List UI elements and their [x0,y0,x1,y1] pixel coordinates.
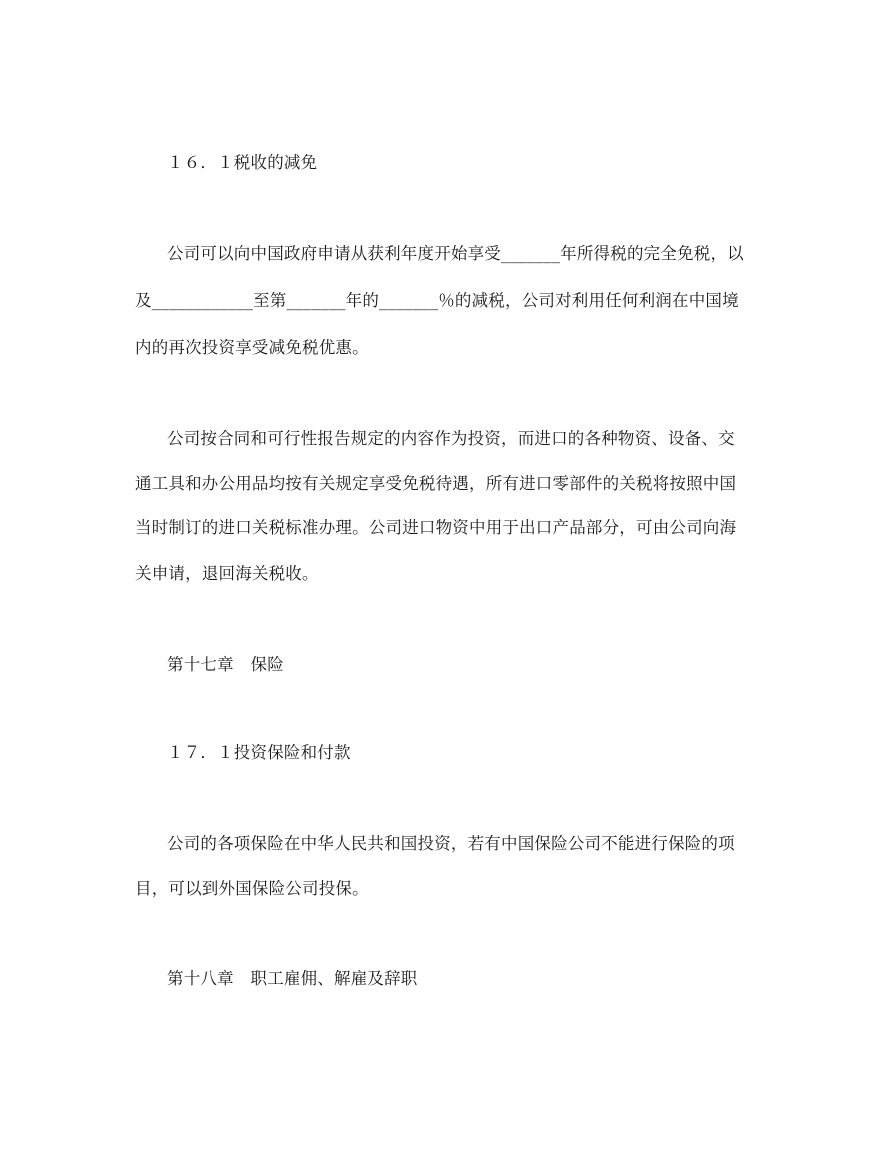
paragraph-line: 公司可以向中国政府申请从获利年度开始享受_______年所得税的完全免税，以 [167,244,744,263]
section-heading-16-1: １６．１税收的减免 [167,153,318,172]
paragraph-line: 公司按合同和可行性报告规定的内容作为投资，而进口的各种物资、设备、交 [167,429,735,448]
section-heading-17-1: １７．１投资保险和付款 [167,743,351,762]
paragraph-line: 目，可以到外国保险公司投保。 [135,879,369,898]
paragraph-line: 内的再次投资享受减免税优惠。 [135,338,369,357]
chapter-heading-18: 第十八章 职工雇佣、解雇及辞职 [167,969,418,988]
paragraph-line: 当时制订的进口关税标准办理。公司进口物资中用于出口产品部分，可由公司向海 [135,518,737,537]
paragraph-line: 及____________至第_______年的_______％的减税，公司对利用任何利润在中国境 [135,291,739,310]
paragraph-line: 通工具和办公用品均按有关规定享受免税待遇，所有进口零部件的关税将按照中国 [135,474,737,493]
chapter-heading-17: 第十七章 保险 [167,655,284,674]
paragraph-line: 关申请，退回海关税收。 [135,564,319,583]
paragraph-line: 公司的各项保险在中华人民共和国投资，若有中国保险公司不能进行保险的项 [167,834,735,853]
